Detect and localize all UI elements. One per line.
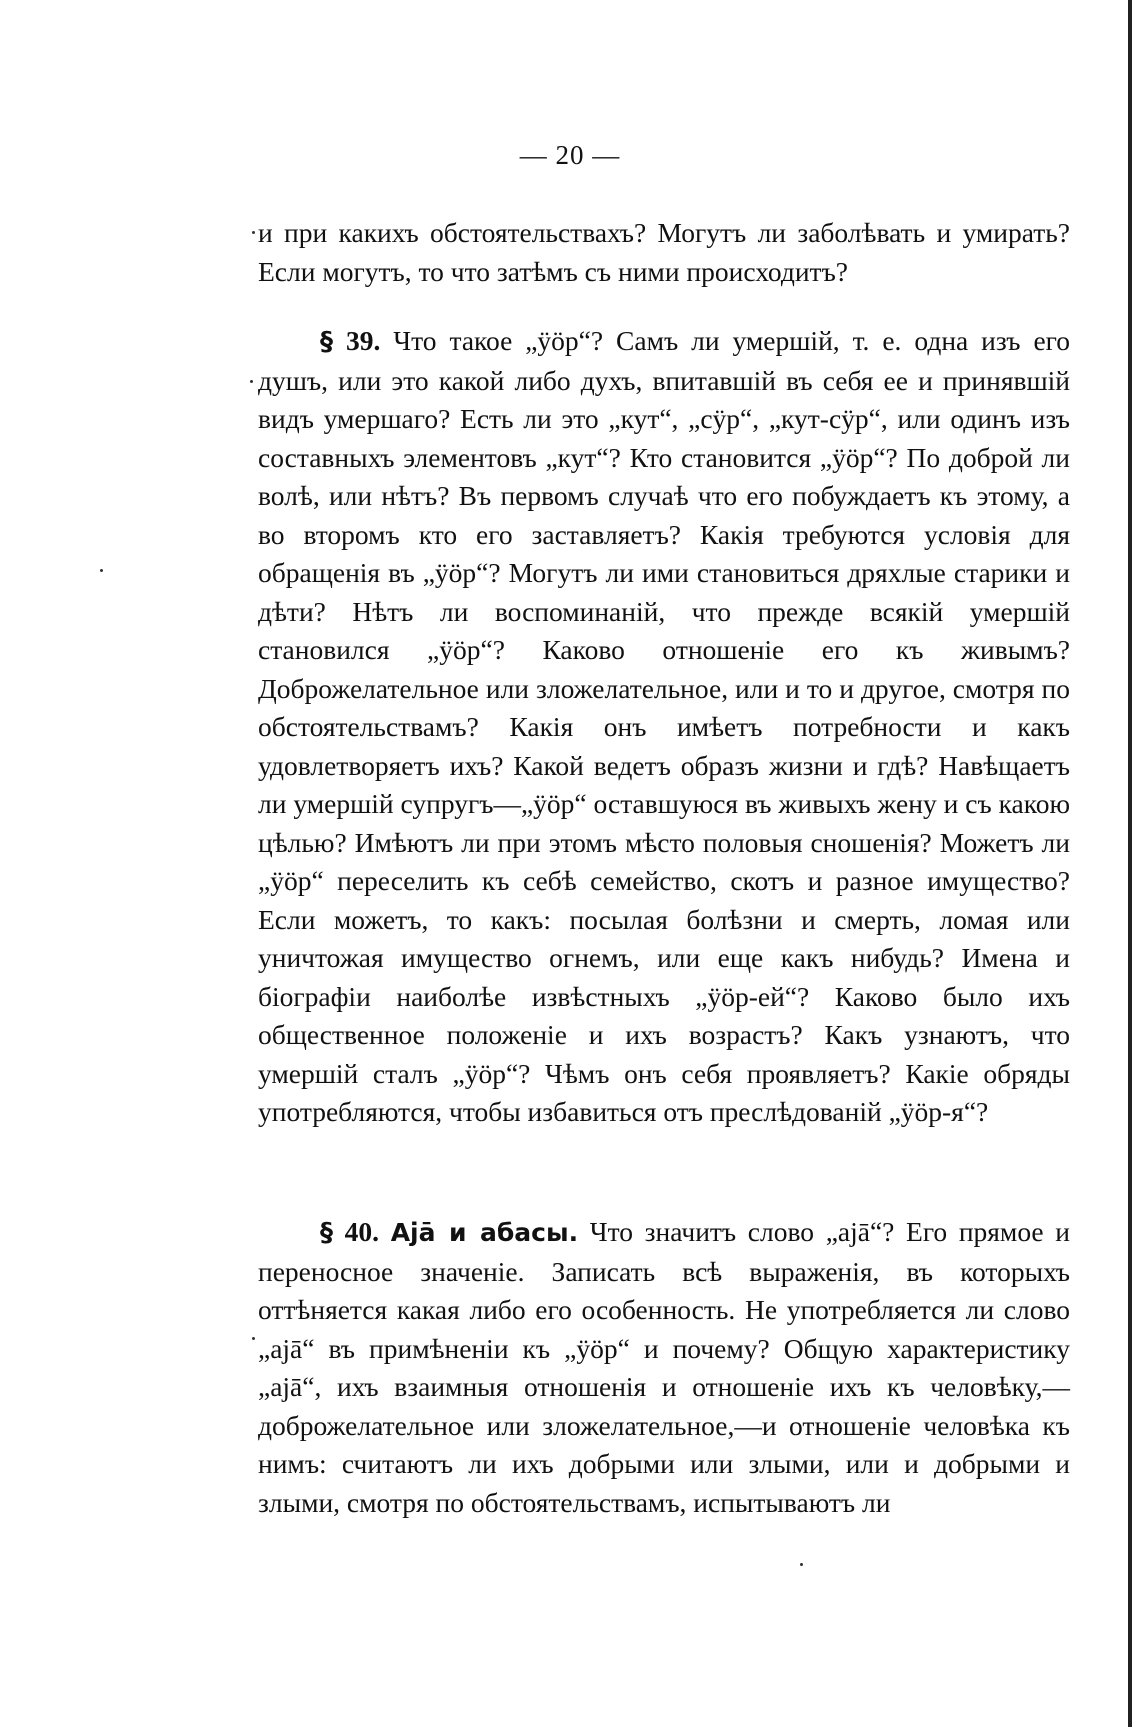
page-edge-shadow xyxy=(1128,0,1132,1727)
section-39-text: Что такое „ӱӧр“? Самъ ли умершій, т. е. одна изъ его душъ, или это какой либо духъ, впитавшій въ себя ее и принявшій видъ умершаго? Есть ли это „кут“, „сӱр“, „кут-сӱр“, или одинъ изъ составныхъ элементовъ „кут“? Кто становится „ӱӧр“? По доброй ли волѣ, или нѣтъ? Въ первомъ случаѣ что его побуждаетъ къ этому, а во второмъ кто его заставляетъ? Какія требуются условія для обращенія въ „ӱӧр“? Могутъ ли ими становиться дряхлые старики и дѣти? Нѣтъ ли воспоминаній, что прежде всякій умершій становился „ӱӧр“? Каково отношеніе его къ живымъ? Доброжелательное или зложелательное, или и то и другое, смотря по обстоятельствамъ? Какія онъ имѣетъ потребности и какъ удовлетворяетъ ихъ? Какой ведетъ образъ жизни и гдѣ? Навѣщаетъ ли умершій супругъ—„ӱӧр“ оставшуюся въ живыхъ жену и съ какою цѣлью? Имѣютъ ли при этомъ мѣсто половыя сношенія? Можетъ ли „ӱӧр“ переселить къ себѣ семейство, скотъ и разное имущество? Если можетъ, то какъ: посылая болѣзни и смерть, ломая или уничтожая имущество огнемъ, или еще какъ нибудь? Имена и біографіи наиболѣе извѣстныхъ „ӱӧр-ей“? Каково было ихъ общественное положеніе и ихъ возрастъ? Какъ узнаютъ, что умершій сталъ „ӱӧр“? Чѣмъ онъ себя проявляетъ? Какіе обряды употребляются, чтобы избавиться отъ преслѣдованій „ӱӧр-я“? xyxy=(258,325,1070,1127)
section-40-text: Что значитъ слово „ајā“? Его прямое и переносное значеніе. Записать всѣ выраженія, въ которыхъ оттѣняется какая либо его особенность. Не употребляется ли слово „ајā“ въ примѣненіи къ „ӱӧр“ и почему? Общую характеристику „ајā“, ихъ взаимныя отношенія и отношеніе ихъ къ человѣку,—доброжелательное или зложелательное,—и отношеніе человѣка къ нимъ: считаютъ ли ихъ добрыми или злыми, или и добрыми и злыми, смотря по обстоятельствамъ, испытываютъ ли xyxy=(258,1216,1070,1518)
page-number: — 20 — xyxy=(519,140,621,170)
continued-paragraph-text: и при какихъ обстоятельствахъ? Могутъ ли заболѣвать и умирать? Если могутъ, то что затѣмъ съ ними происходитъ? xyxy=(258,217,1070,287)
section-number: 40. xyxy=(344,1216,380,1247)
section-sign: § xyxy=(320,327,333,357)
section-40 xyxy=(258,1213,1070,1522)
scan-speck xyxy=(800,1563,803,1566)
section-39 xyxy=(258,322,1070,1132)
section-40-paragraph xyxy=(258,1213,1070,1522)
section-number: 39. xyxy=(345,325,381,356)
section-sign: § xyxy=(320,1218,333,1248)
scan-speck xyxy=(250,380,253,383)
continued-paragraph xyxy=(258,214,1070,291)
scan-speck xyxy=(252,231,255,234)
section-39-paragraph xyxy=(258,322,1070,1132)
scan-speck xyxy=(252,1337,255,1340)
scan-speck xyxy=(100,569,103,572)
section-title: Ајā и абасы. xyxy=(390,1218,579,1247)
